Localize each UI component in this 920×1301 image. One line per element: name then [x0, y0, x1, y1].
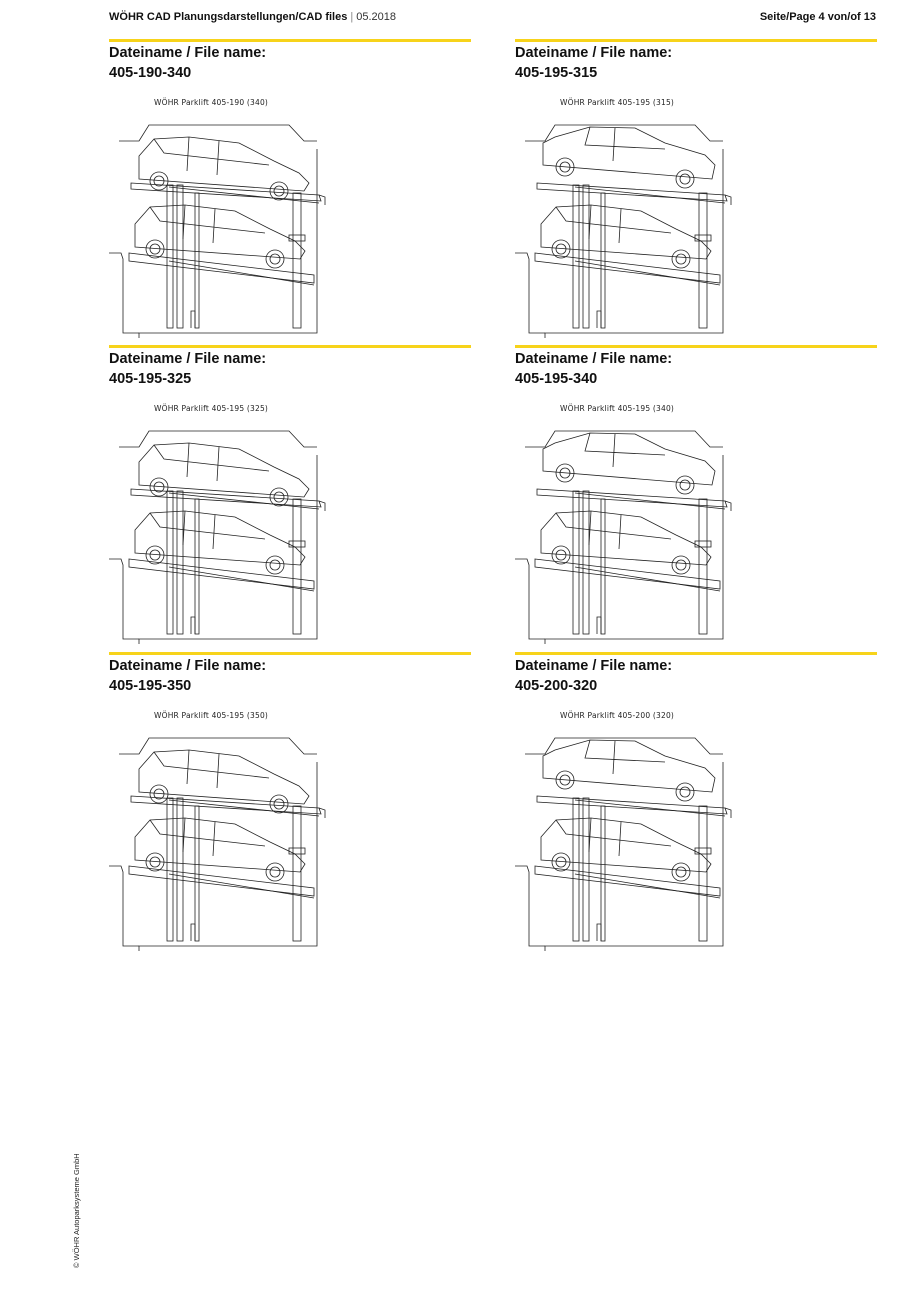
- cad-drawing: [515, 726, 750, 951]
- file-block: [109, 39, 471, 107]
- file-name: 405-200-320: [515, 678, 598, 694]
- file-block: [515, 39, 877, 107]
- file-block: [109, 345, 471, 413]
- cad-drawing: [515, 419, 750, 644]
- yellow-rule: [109, 652, 471, 655]
- drawing-caption: WÖHR Parklift 405-200 (320): [560, 711, 675, 720]
- drawing-caption: WÖHR Parklift 405-190 (340): [154, 98, 269, 107]
- file-name: 405-195-350: [109, 678, 192, 694]
- yellow-rule: [515, 652, 877, 655]
- drawing-caption: WÖHR Parklift 405-195 (325): [154, 404, 269, 413]
- file-name: 405-195-340: [515, 371, 598, 387]
- file-name: 405-195-315: [515, 65, 598, 81]
- file-label: Dateiname / File name:: [515, 351, 673, 367]
- drawing-caption: WÖHR Parklift 405-195 (340): [560, 404, 675, 413]
- header-title: WÖHR CAD Planungsdarstellungen/CAD files: [109, 11, 348, 23]
- file-label: Dateiname / File name:: [515, 658, 673, 674]
- header-date: 05.2018: [356, 11, 396, 23]
- file-block: [515, 652, 877, 720]
- file-block: [515, 345, 877, 413]
- drawing-caption: WÖHR Parklift 405-195 (350): [154, 711, 269, 720]
- file-label: Dateiname / File name:: [515, 45, 673, 61]
- header-separator: |: [350, 11, 354, 23]
- file-name: 405-190-340: [109, 65, 192, 81]
- drawing-caption: WÖHR Parklift 405-195 (315): [560, 98, 675, 107]
- file-block: [109, 652, 471, 720]
- cad-drawing: [515, 113, 750, 338]
- yellow-rule: [515, 39, 877, 42]
- cad-drawing: [109, 113, 344, 338]
- file-label: Dateiname / File name:: [109, 658, 267, 674]
- file-name: 405-195-325: [109, 371, 192, 387]
- cad-drawing: [109, 419, 344, 644]
- yellow-rule: [109, 39, 471, 42]
- file-label: Dateiname / File name:: [109, 351, 267, 367]
- yellow-rule: [515, 345, 877, 348]
- page-number: Seite/Page 4 von/of 13: [759, 11, 876, 23]
- cad-drawing: [109, 726, 344, 951]
- yellow-rule: [109, 345, 471, 348]
- copyright-notice: © WÖHR Autoparksysteme GmbH: [72, 1153, 81, 1268]
- document-header: [109, 11, 396, 23]
- file-label: Dateiname / File name:: [109, 45, 267, 61]
